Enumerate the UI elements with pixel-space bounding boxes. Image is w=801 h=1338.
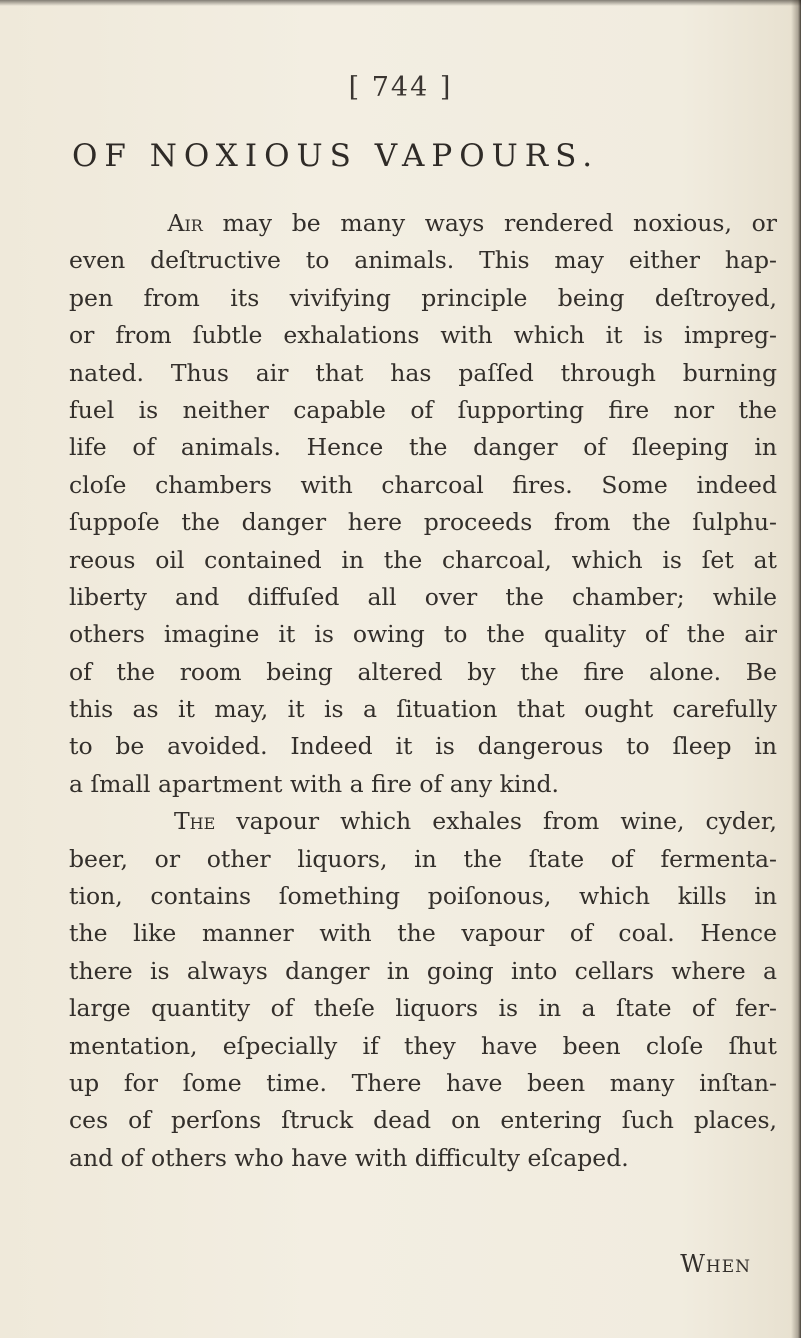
page-top-shadow: [0, 0, 801, 6]
paragraph-1-line: ſuppoſe the danger here proceeds from the ſulphu-: [69, 508, 777, 537]
paragraph-1-line: reous oil contained in the charcoal, which is ſet at: [69, 545, 777, 574]
paragraph-2-line: large quantity of theſe liquors is in a ſtate of fer-: [69, 994, 777, 1023]
paragraph-1-line: of the room being altered by the fire alone. Be: [69, 657, 777, 686]
paragraph-2-lead: The: [173, 807, 216, 836]
paragraph-2-line: there is always danger in going into cellars where a: [69, 956, 777, 985]
paragraph-1-line: others imagine it is owing to the quality of the air: [69, 620, 777, 649]
paragraph-1-line: to be avoided. Indeed it is dangerous to ſleep in: [69, 732, 777, 761]
paragraph-1-line: pen from its vivifying principle being deſtroyed,: [69, 283, 777, 312]
paragraph-1-line: fuel is neither capable of ſupporting fire nor the: [69, 395, 777, 424]
paragraph-2-line: and of others who have with difficulty eſcaped.: [69, 1143, 629, 1172]
paragraph-1-line: cloſe chambers with charcoal fires. Some indeed: [69, 470, 777, 499]
page-binding-edge: [791, 0, 801, 1338]
catchword: When: [680, 1250, 751, 1278]
body-text: [69, 205, 777, 1177]
paragraph-1-line: liberty and diffuſed all over the chamber; while: [69, 582, 777, 611]
paragraph-1-line: nated. Thus air that has paſſed through burning: [69, 358, 777, 387]
paragraph-2-line: tion, contains ſomething poiſonous, which kills in: [69, 882, 777, 911]
paragraph-2-line-text: vapour which exhales from wine, cyder,: [215, 807, 777, 836]
paragraph-1-lead: Air: [167, 209, 203, 237]
paragraph-1-line: or from ſubtle exhalations with which it is impreg-: [69, 321, 777, 350]
paragraph-2-line: ces of perſons ſtruck dead on entering ſuch places,: [69, 1106, 777, 1135]
section-title: OF NOXIOUS VAPOURS.: [72, 138, 600, 174]
paragraph-2-line: [69, 803, 777, 840]
paragraph-1-line: a ſmall apartment with a fire of any kind.: [69, 769, 560, 798]
paragraph-2-line: up for ſome time. There have been many inſtan-: [69, 1068, 777, 1097]
paragraph-1-line: even deſtructive to animals. This may either hap-: [69, 246, 777, 275]
paragraph-2-line: the like manner with the vapour of coal. Hence: [69, 919, 777, 948]
paragraph-1-line: life of animals. Hence the danger of ſleeping in: [69, 433, 777, 462]
paragraph-1-line: this as it may, it is a ſituation that ought carefully: [69, 695, 777, 724]
page-number-header: [ 744 ]: [348, 72, 453, 103]
paragraph-1-line: [69, 205, 777, 242]
paragraph-1-line-text: may be many ways rendered noxious, or: [202, 209, 777, 237]
paragraph-2-line: beer, or other liquors, in the ſtate of fermenta-: [69, 844, 777, 873]
paragraph-2-line: mentation, eſpecially if they have been cloſe ſhut: [69, 1031, 777, 1060]
